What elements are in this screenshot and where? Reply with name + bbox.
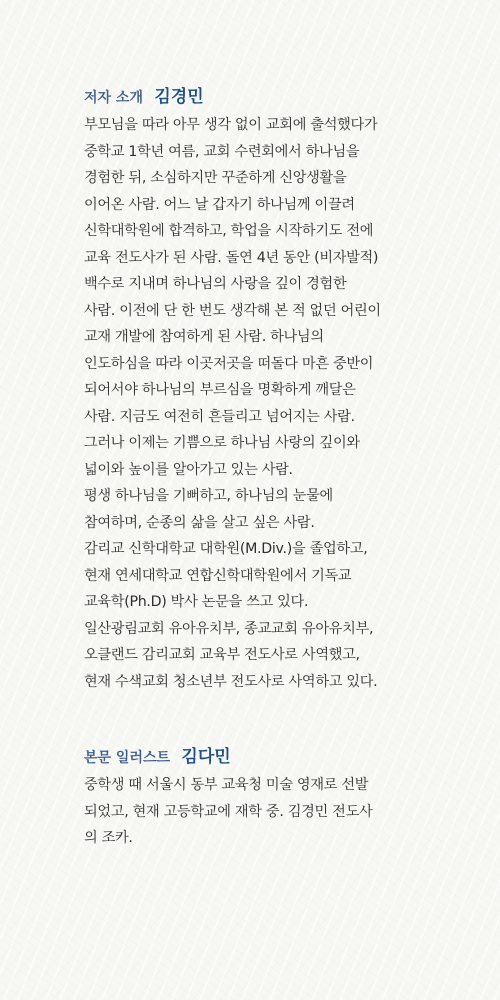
- author-bio: [84, 112, 484, 695]
- illustrator-section: [84, 740, 484, 852]
- author-bio-line: 교육 전도사가 된 사람. 돌연 4년 동안 (비자발적): [84, 249, 379, 266]
- author-section: [84, 80, 484, 695]
- illustrator-name: 김다민: [181, 747, 231, 767]
- author-bio-line: 교육학(Ph.D) 박사 논문을 쓰고 있다.: [84, 594, 309, 610]
- author-bio-line: 되어서야 하나님의 부르심을 명확하게 깨달은: [84, 382, 356, 398]
- author-bio-line: 그러나 이제는 기쁨으로 하나님 사랑의 깊이와: [84, 435, 360, 451]
- author-bio-line: 현재 연세대학교 연합신학대학원에서 기독교: [84, 567, 352, 584]
- illustrator-heading-role: 본문 일러스트: [84, 750, 171, 766]
- author-bio-line: 경험한 뒤, 소심하지만 꾸준하게 신앙생활을: [84, 170, 347, 186]
- author-bio-line: 참여하며, 순종의 삶을 살고 싶은 사람.: [84, 514, 315, 531]
- author-bio-line: 넓이와 높이를 알아가고 있는 사람.: [84, 461, 293, 478]
- author-bio-line: 현재 수색교회 청소년부 전도사로 사역하고 있다.: [84, 673, 378, 690]
- illustrator-bio-line: 의 조카.: [84, 830, 133, 846]
- author-bio-line: 오클랜드 감리교회 교육부 전도사로 사역했고,: [84, 647, 360, 663]
- author-bio-line: 사람. 이전에 단 한 번도 생각해 본 적 없던 어린이: [84, 302, 381, 319]
- illustrator-bio: [84, 772, 484, 852]
- author-bio-line: 신학대학원에 합격하고, 학업을 시작하기도 전에: [84, 223, 374, 239]
- author-bio-line: 사람. 지금도 여전히 흔들리고 넘어지는 사람.: [84, 408, 355, 425]
- author-heading-role: 저자 소개: [84, 90, 143, 106]
- illustrator-heading: [84, 740, 484, 768]
- author-bio-line: 인도하심을 따라 이곳저곳을 떠돌다 마흔 중반이: [84, 355, 374, 372]
- author-bio-line: 백수로 지내며 하나님의 사랑을 깊이 경험한: [84, 276, 347, 292]
- illustrator-bio-line: 중학생 때 서울시 동부 교육청 미술 영재로 선발: [84, 777, 369, 793]
- author-bio-line: 부모님을 따라 아무 생각 없이 교회에 출석했다가: [84, 117, 378, 133]
- author-bio-line: 평생 하나님을 기뻐하고, 하나님의 눈물에: [84, 488, 333, 504]
- author-bio-line: 일산광림교회 유아유치부, 종교교회 유아유치부,: [84, 620, 374, 637]
- author-bio-line: 교재 개발에 참여하게 된 사람. 하나님의: [84, 329, 324, 345]
- author-bio-line: 감리교 신학대학교 대학원(M.Div.)을 졸업하고,: [84, 541, 368, 557]
- author-heading: [84, 80, 484, 108]
- illustrator-bio-line: 되었고, 현재 고등학교에 재학 중. 김경민 전도사: [84, 803, 373, 820]
- author-bio-line: 중학교 1학년 여름, 교회 수련회에서 하나님을: [84, 143, 360, 160]
- author-name: 김경민: [154, 87, 204, 107]
- author-bio-line: 이어온 사람. 어느 날 갑자기 하나님께 이끌려: [84, 196, 355, 213]
